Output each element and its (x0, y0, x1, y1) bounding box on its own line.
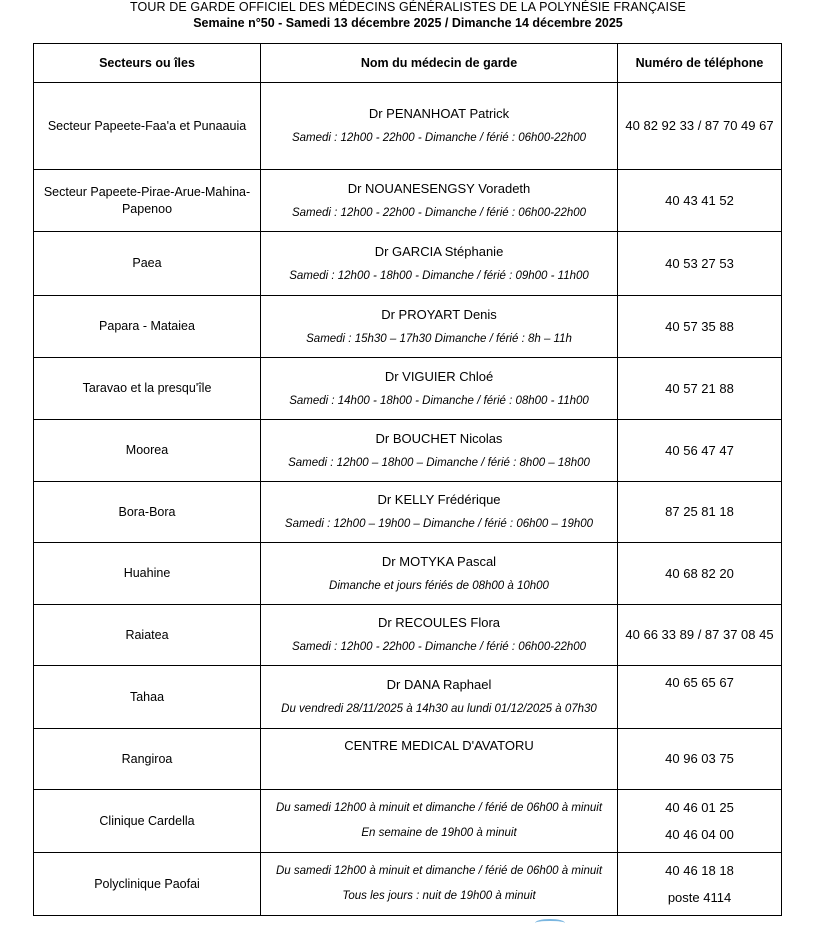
phone-number: 40 56 47 47 (665, 442, 734, 458)
duty-hours: Du vendredi 28/11/2025 à 14h30 au lundi 01/12/2025 à 07h30 (281, 703, 597, 715)
duty-hours: Samedi : 12h00 – 18h00 – Dimanche / férié : 8h00 – 18h00 (288, 456, 590, 469)
column-header-doctor: Nom du médecin de garde (261, 44, 618, 83)
sector-cell: Secteur Papeete-Pirae-Arue-Mahina-Papenoo (34, 170, 261, 232)
doctor-name: Dr PENANHOAT Patrick (368, 106, 510, 121)
doctor-name: Dr NOUANESENGSY Voradeth (347, 180, 531, 196)
phone-number: 40 46 01 25 (665, 799, 734, 815)
sector-cell: Raiatea (34, 605, 261, 666)
doctor-cell (261, 296, 618, 358)
doctor-cell (261, 790, 618, 853)
sector-cell: Paea (34, 232, 261, 296)
sector-cell: Polyclinique Paofai (34, 853, 261, 916)
phone-number: 40 43 41 52 (665, 192, 734, 208)
duty-hours: Samedi : 14h00 - 18h00 - Dimanche / férié : 08h00 - 11h00 (289, 394, 589, 407)
table-row (34, 666, 782, 729)
doctor-cell (261, 605, 618, 666)
doctor-cell (261, 83, 618, 170)
doctor-cell (261, 853, 618, 916)
doctor-name: Dr GARCIA Stéphanie (374, 243, 504, 259)
duty-hours: Samedi : 15h30 – 17h30 Dimanche / férié : 8h – 11h (306, 332, 572, 345)
doctor-cell (261, 358, 618, 420)
table-row (34, 232, 782, 296)
decorative-arc (535, 919, 565, 927)
phone-extension: poste 4114 (667, 889, 732, 905)
document-subtitle: Semaine n°50 - Samedi 13 décembre 2025 / Dimanche 14 décembre 2025 (193, 16, 623, 30)
doctor-name: Dr RECOULES Flora (377, 615, 501, 630)
duty-hours: Samedi : 12h00 - 22h00 - Dimanche / férié : 06h00-22h00 (291, 641, 587, 653)
phone-number: 40 82 92 33 / 87 70 49 67 (625, 118, 774, 133)
sector-cell: Papara - Mataiea (34, 296, 261, 358)
duty-table (33, 43, 782, 916)
sector-cell: Bora-Bora (34, 482, 261, 543)
duty-hours: Samedi : 12h00 - 22h00 - Dimanche / férié : 06h00-22h00 (291, 132, 587, 144)
table-row (34, 358, 782, 420)
phone-cell (618, 666, 782, 729)
phone-cell (618, 232, 782, 296)
phone-number: 40 57 35 88 (665, 318, 734, 334)
duty-hours: Dimanche et jours fériés de 08h00 à 10h00 (329, 579, 549, 592)
doctor-name: Dr BOUCHET Nicolas (375, 430, 503, 446)
doctor-name: Dr KELLY Frédérique (377, 492, 501, 507)
phone-number: 40 46 18 18 (665, 862, 734, 878)
doctor-name: Dr DANA Raphael (386, 677, 492, 692)
phone-cell (618, 853, 782, 916)
sector-cell: Moorea (34, 420, 261, 482)
doctor-name: Dr PROYART Denis (381, 306, 497, 322)
doctor-cell (261, 482, 618, 543)
table-row (34, 482, 782, 543)
duty-hours: Du samedi 12h00 à minuit et dimanche / férié de 06h00 à minuit (275, 865, 603, 877)
phone-cell (618, 605, 782, 666)
duty-hours-weekday: En semaine de 19h00 à minuit (361, 827, 517, 839)
doctor-name: Dr VIGUIER Chloé (384, 368, 494, 384)
doctor-cell (261, 729, 618, 790)
phone-cell (618, 170, 782, 232)
phone-number: 40 65 65 67 (665, 675, 734, 690)
phone-cell (618, 790, 782, 853)
phone-cell (618, 543, 782, 605)
duty-hours: Samedi : 12h00 – 19h00 – Dimanche / férié : 06h00 – 19h00 (284, 518, 594, 530)
table-row (34, 729, 782, 790)
phone-cell (618, 482, 782, 543)
doctor-name: Dr MOTYKA Pascal (381, 553, 497, 569)
sector-cell: Tahaa (34, 666, 261, 729)
sector-cell: Huahine (34, 543, 261, 605)
phone-cell (618, 420, 782, 482)
column-header-sector: Secteurs ou îles (34, 44, 261, 83)
doctor-cell (261, 543, 618, 605)
phone-number: 40 68 82 20 (665, 565, 734, 581)
table-row (34, 543, 782, 605)
doctor-cell (261, 666, 618, 729)
phone-cell (618, 83, 782, 170)
table-header-row (34, 44, 782, 83)
sector-cell: Taravao et la presqu'île (34, 358, 261, 420)
table-row (34, 170, 782, 232)
doctor-cell (261, 232, 618, 296)
sector-cell: Rangiroa (34, 729, 261, 790)
phone-number-secondary: 40 46 04 00 (665, 826, 734, 842)
phone-cell (618, 296, 782, 358)
phone-number: 40 96 03 75 (665, 751, 734, 766)
duty-hours-daily: Tous les jours : nuit de 19h00 à minuit (342, 890, 536, 902)
phone-cell (618, 729, 782, 790)
phone-number: 40 53 27 53 (665, 255, 734, 271)
phone-number: 40 66 33 89 / 87 37 08 45 (625, 627, 774, 642)
sector-cell: Secteur Papeete-Faa'a et Punaauia (34, 83, 261, 170)
document-title: TOUR DE GARDE OFFICIEL DES MÉDECINS GÉNÉRALISTES DE LA POLYNÉSIE FRANÇAISE (130, 0, 686, 14)
duty-hours: Samedi : 12h00 - 18h00 - Dimanche / férié : 09h00 - 11h00 (289, 269, 589, 282)
duty-hours: Samedi : 12h00 - 22h00 - Dimanche / férié : 06h00-22h00 (291, 206, 587, 219)
table-row (34, 853, 782, 916)
duty-hours: Du samedi 12h00 à minuit et dimanche / férié de 06h00 à minuit (275, 802, 603, 814)
phone-number: 87 25 81 18 (665, 504, 734, 519)
doctor-name: CENTRE MEDICAL D'AVATORU (344, 738, 534, 753)
phone-cell (618, 358, 782, 420)
column-header-phone: Numéro de téléphone (618, 44, 782, 83)
sector-cell: Clinique Cardella (34, 790, 261, 853)
table-row (34, 605, 782, 666)
doctor-cell (261, 420, 618, 482)
table-row (34, 296, 782, 358)
phone-number: 40 57 21 88 (665, 380, 734, 396)
table-row (34, 83, 782, 170)
table-row (34, 790, 782, 853)
doctor-cell (261, 170, 618, 232)
table-row (34, 420, 782, 482)
